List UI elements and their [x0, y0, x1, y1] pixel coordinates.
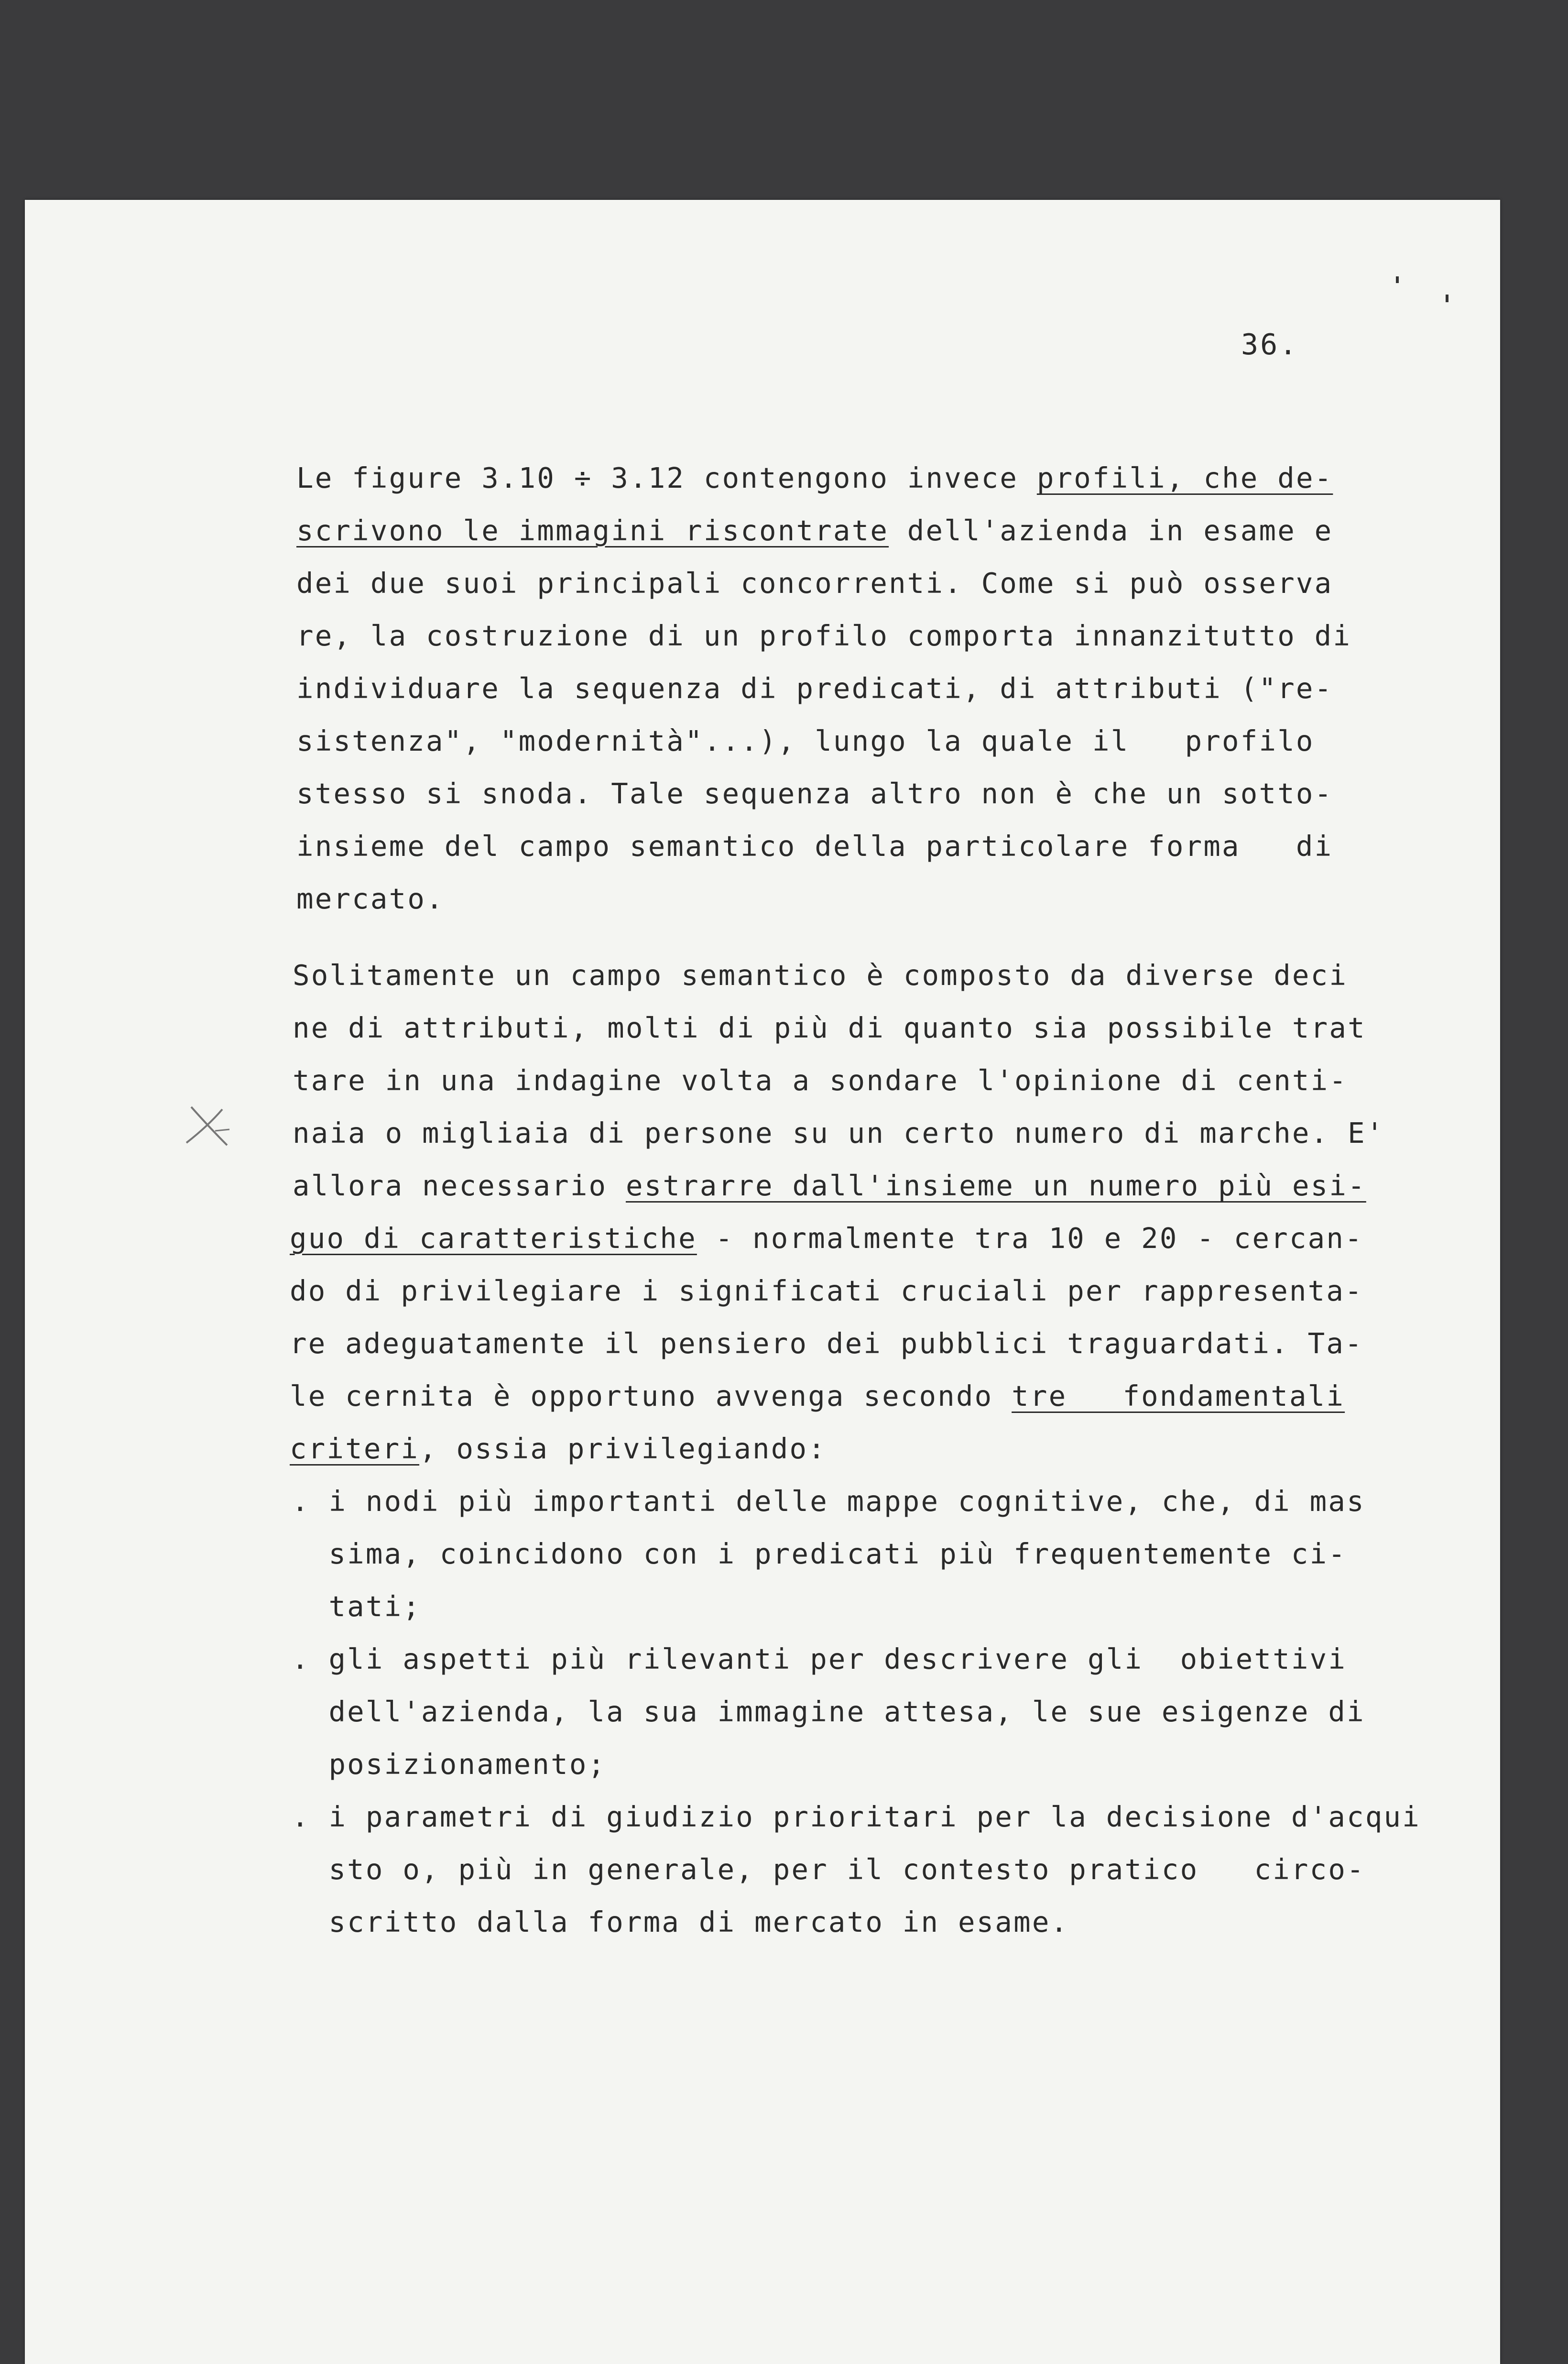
bullet-item-line: posizionamento; — [292, 1748, 607, 1781]
text-line: Le figure 3.10 ÷ 3.12 contengono invece profili, che de- — [296, 461, 1333, 494]
bullet-item-line: . i parametri di giudizio prioritari per la decisione d'acqui — [292, 1800, 1421, 1833]
text-line: scrivono le immagini riscontrate dell'azienda in esame e — [296, 514, 1333, 547]
bullet-item-line: dell'azienda, la sua immagine attesa, le sue esigenze di — [292, 1695, 1365, 1728]
text-line: le cernita è opportuno avvenga secondo tre fondamentali — [290, 1379, 1345, 1412]
ink-speck — [1396, 276, 1399, 283]
text-line: ne di attributi, molti di più di quanto sia possibile trat — [293, 1011, 1366, 1044]
text-line: naia o migliaia di persone su un certo numero di marche. E' — [293, 1116, 1385, 1149]
text-line: individuare la sequenza di predicati, di attributi ("re- — [296, 672, 1333, 705]
bullet-item-line: tati; — [292, 1590, 422, 1623]
text-line: tare in una indagine volta a sondare l'opinione di centi- — [293, 1064, 1348, 1097]
text-line: do di privilegiare i significati cruciali per rappresenta- — [290, 1274, 1363, 1307]
text-line: dei due suoi principali concorrenti. Come si può osserva — [296, 567, 1333, 600]
text-line: Solitamente un campo semantico è composto da diverse deci — [293, 959, 1348, 992]
text-line: criteri, ossia privilegiando: — [290, 1432, 827, 1465]
text-line: guo di caratteristiche - normalmente tra 10 e 20 - cercan- — [290, 1222, 1363, 1255]
text-line: sistenza", "modernità"...), lungo la quale il profilo — [296, 724, 1315, 757]
text-line: mercato. — [296, 882, 445, 915]
text-line: allora necessario estrarre dall'insieme un numero più esi- — [293, 1169, 1366, 1202]
bullet-item-line: . i nodi più importanti delle mappe cognitive, che, di mas — [292, 1485, 1365, 1518]
bullet-item-line: sima, coincidono con i predicati più frequentemente ci- — [292, 1537, 1347, 1570]
page-number: 36. — [1241, 328, 1299, 361]
handwritten-x-mark — [182, 1100, 234, 1152]
ink-speck — [1446, 295, 1448, 302]
bullet-item-line: . gli aspetti più rilevanti per descrivere gli obiettivi — [292, 1642, 1347, 1675]
bullet-item-line: scritto dalla forma di mercato in esame. — [292, 1905, 1069, 1938]
text-line: stesso si snoda. Tale sequenza altro non è che un sotto- — [296, 777, 1333, 810]
bullet-item-line: sto o, più in generale, per il contesto pratico circo- — [292, 1853, 1365, 1886]
text-line: re adeguatamente il pensiero dei pubblici traguardati. Ta- — [290, 1327, 1363, 1360]
text-line: insieme del campo semantico della particolare forma di — [296, 830, 1333, 863]
text-line: re, la costruzione di un profilo comporta innanzitutto di — [296, 619, 1352, 652]
